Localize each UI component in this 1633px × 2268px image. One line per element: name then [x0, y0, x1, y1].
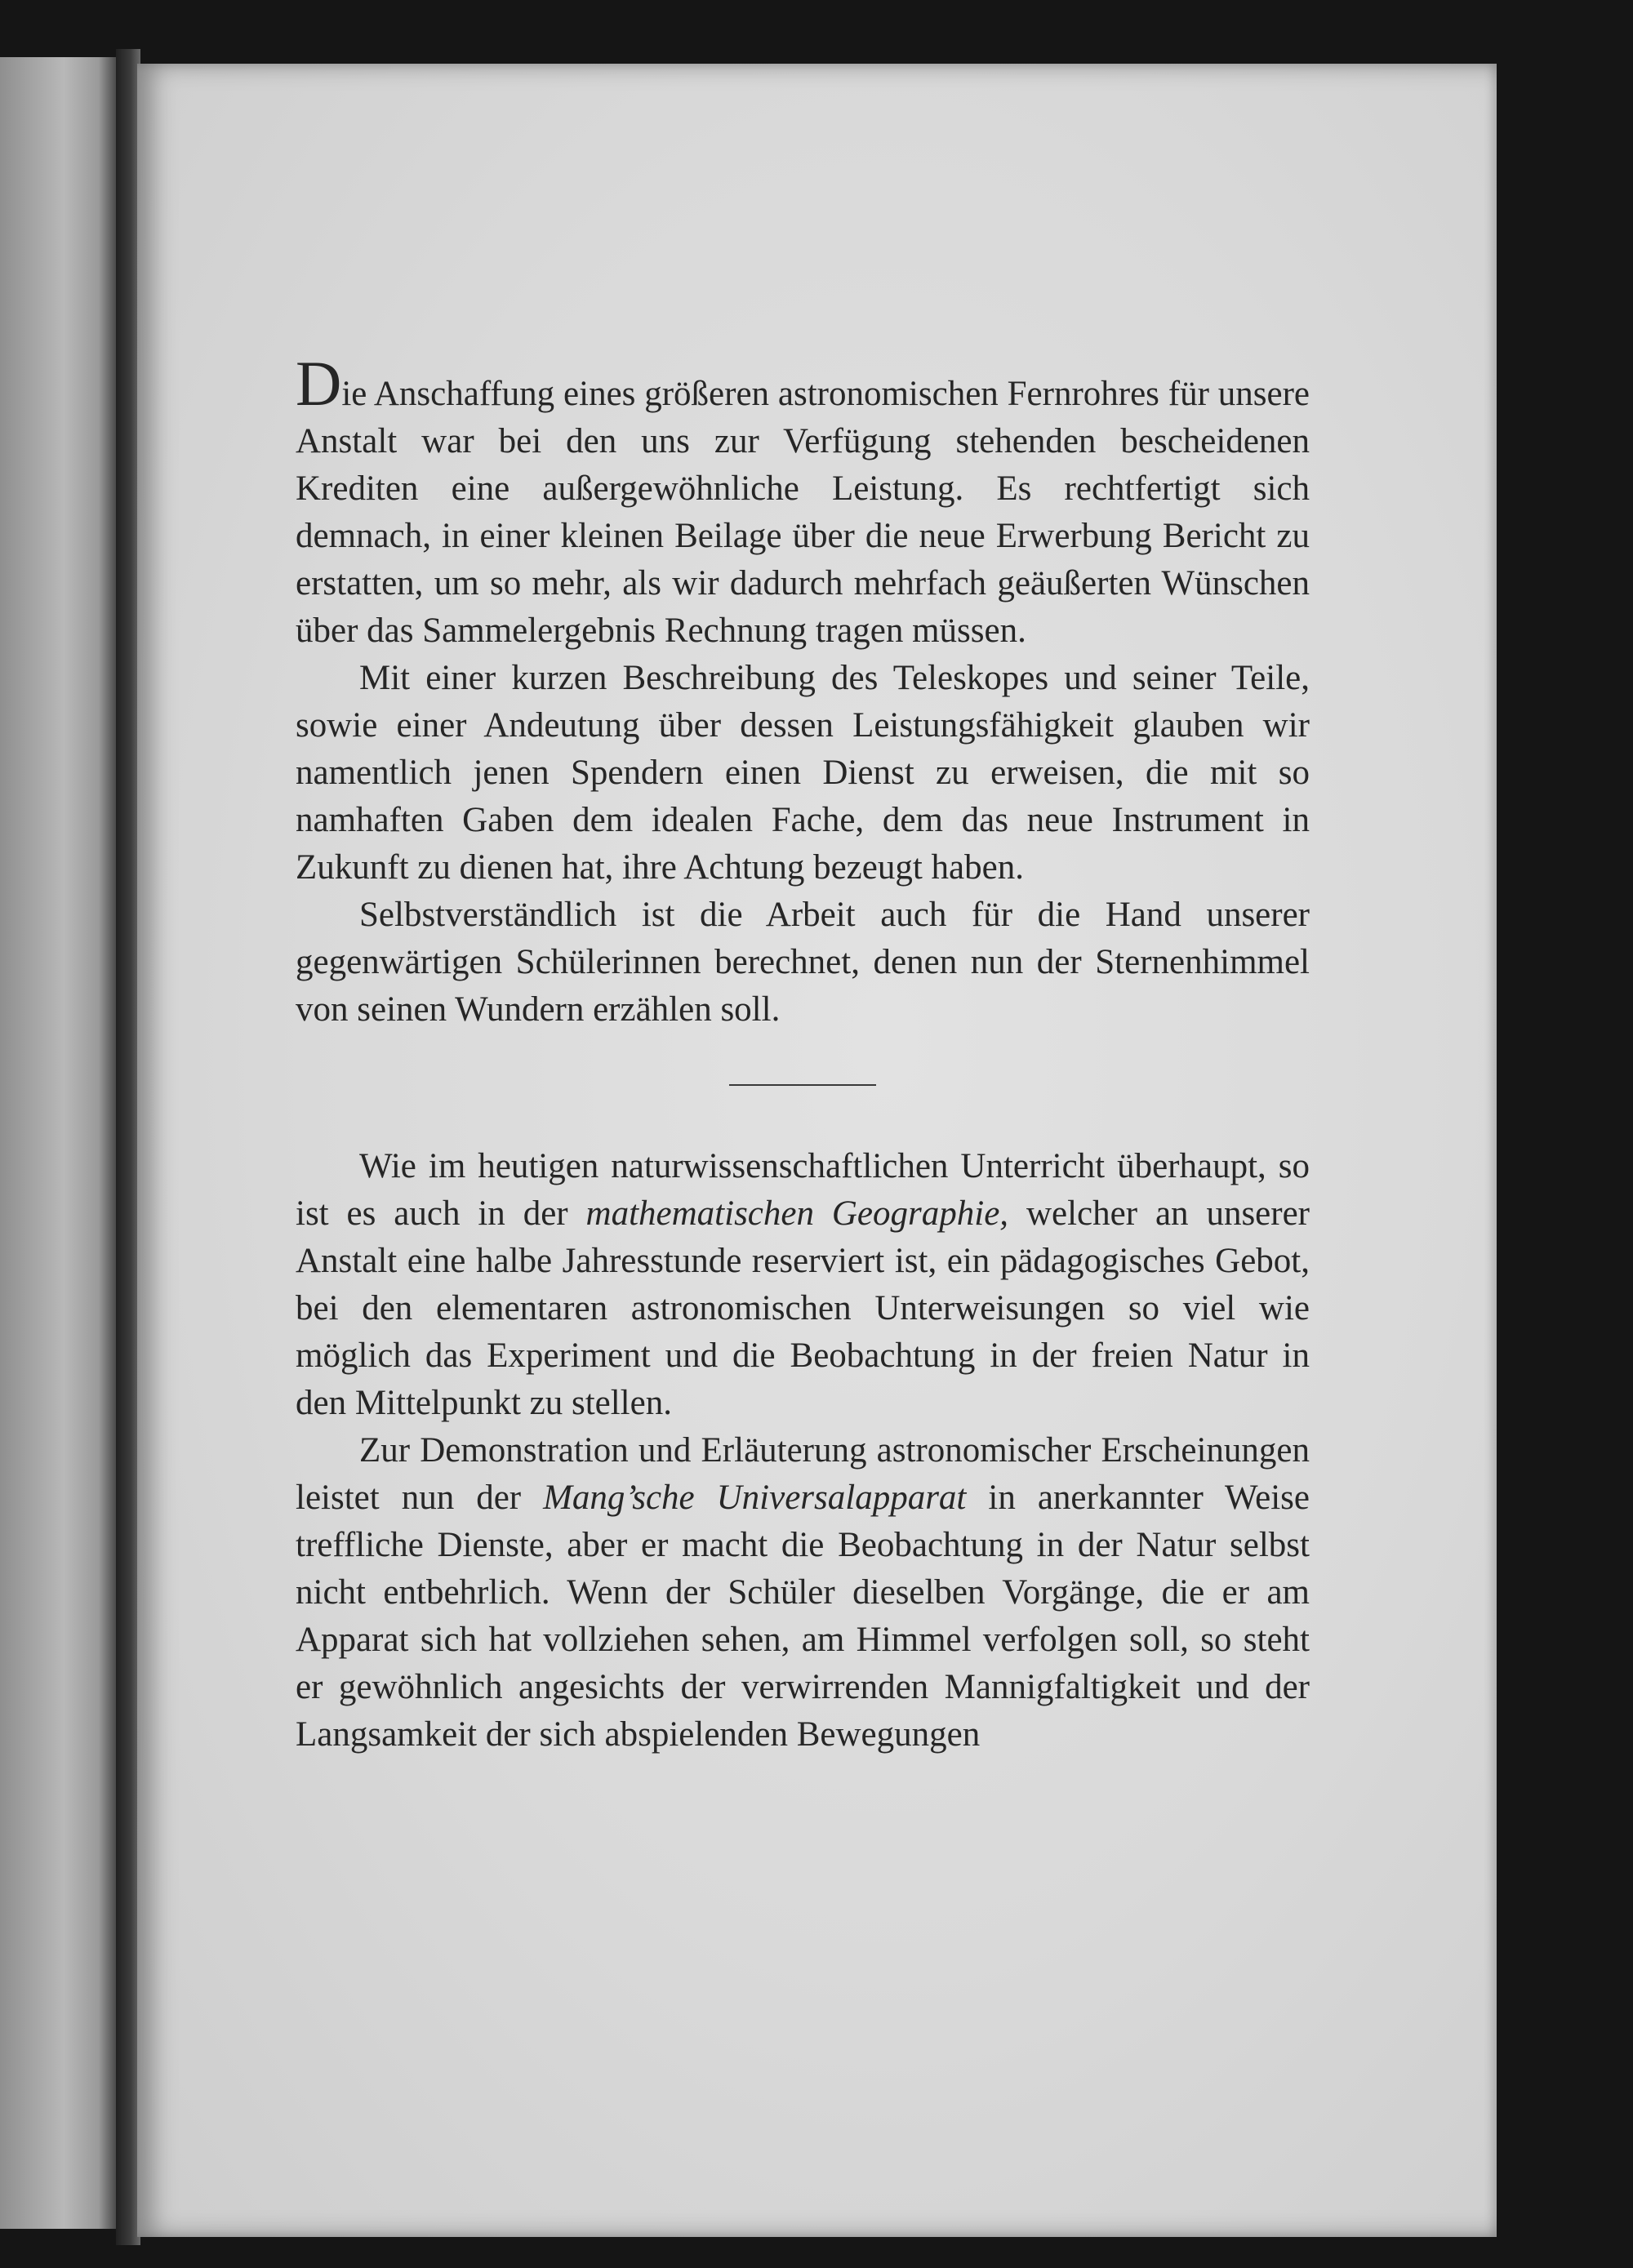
paragraph: Mit einer kurzen Beschreibung des Teleskopes und seiner Teile, sowie einer Andeutung über dessen Leistungsfähigkeit glauben wir namentlich jenen Spendern einen Dienst zu erweisen, die mit so namhaften Gaben dem idealen Fache, dem das neue Instrument in Zukunft zu dienen hat, ihre Achtung bezeugt haben.	[296, 659, 1310, 887]
paragraph	[296, 1143, 1310, 1427]
paragraph	[296, 1427, 1310, 1759]
paragraph-text: Wie im heutigen naturwissenschaftlichen Unterricht überhaupt, so ist es auch in der	[296, 1147, 1310, 1233]
paragraph-text: ie Anschaffung eines größeren astronomischen Fernrohres für unsere Anstalt war bei den uns zur Verfügung stehenden bescheidenen Krediten eine außergewöhnliche Leistung. Es rechtfertigt sich demnach, in einer kleinen Beilage über die neue Erwerbung Bericht zu erstatten, um so mehr, als wir dadurch mehrfach geäußerten Wünschen über das Sammelergebnis Rechnung tragen müssen.	[296, 375, 1310, 650]
section-divider	[729, 1084, 876, 1086]
paragraph	[296, 348, 1310, 655]
emphasis: Mang’sche Universalapparat	[543, 1479, 967, 1517]
facing-page-edge	[0, 57, 116, 2229]
drop-cap: D	[296, 348, 342, 419]
emphasis: mathematischen Geographie,	[585, 1194, 1009, 1233]
paragraph: Selbstverständlich ist die Arbeit auch für die Hand unserer gegenwärtigen Schülerinnen berechnet, denen nun der Sternenhimmel von seinen Wundern erzählen soll.	[296, 896, 1310, 1029]
paragraph-text: welcher an unserer Anstalt eine halbe Jahresstunde reserviert ist, ein pädagogisches Gebot, bei den elementaren astronomischen Unterweisungen so viel wie möglich das Experiment und die Beobachtung in der freien Natur in den Mittelpunkt zu stellen.	[296, 1194, 1310, 1422]
paragraph-text: in anerkannter Weise treffliche Dienste, aber er macht die Beobachtung in der Natur selbst nicht entbehrlich. Wenn der Schüler dieselben Vorgänge, die er am Apparat sich hat vollziehen sehen, am Himmel verfolgen soll, so steht er gewöhnlich angesichts der verwirrenden Mannigfaltigkeit und der Langsamkeit der sich abspielenden Bewegungen	[296, 1479, 1310, 1754]
paragraph-text: Zur Demonstration und Erläuterung astronomischer Erscheinungen leistet nun der	[296, 1431, 1310, 1517]
page-text	[296, 348, 1310, 1759]
